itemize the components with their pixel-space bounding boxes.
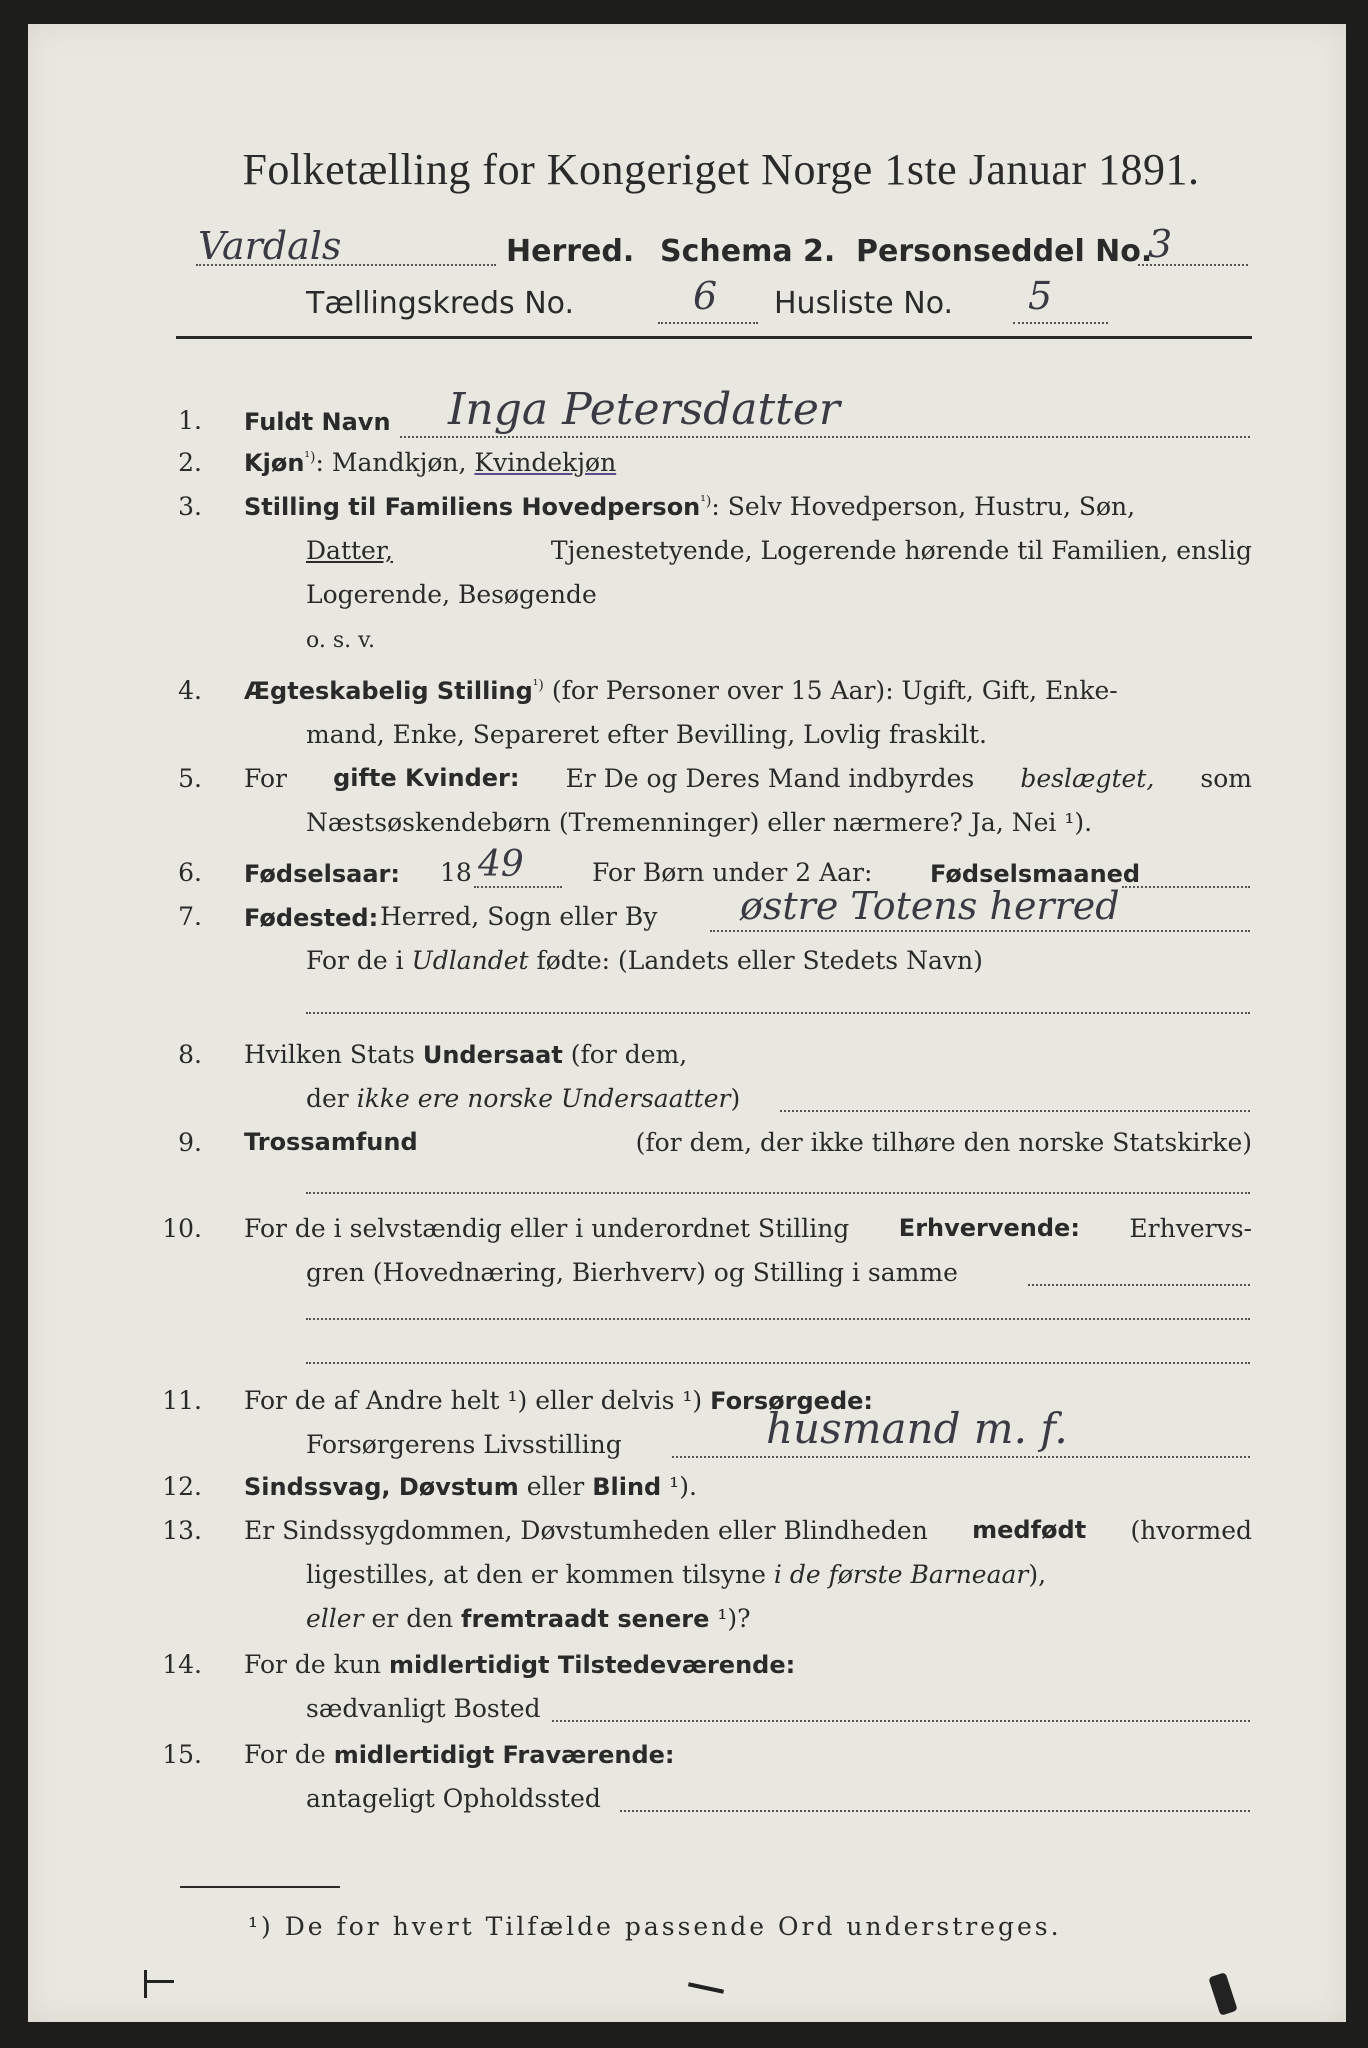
- item-7-text: Herred, Sogn eller By: [380, 902, 658, 931]
- item-1-dots: [400, 436, 1250, 438]
- item-3-line-1: [244, 492, 1135, 521]
- item-14-line-2: sædvanligt Bosted: [306, 1694, 541, 1723]
- item-8-number: 8.: [178, 1040, 202, 1069]
- item-6-rest: For Børn under 2 Aar:: [592, 858, 873, 887]
- item-6-number: 6.: [178, 858, 202, 887]
- personseddel-dots: [1138, 264, 1248, 266]
- item-7-line-2-a: For de i: [306, 946, 404, 975]
- item-6-month-dots: [1122, 886, 1250, 888]
- item-13-line-3-bold: fremtraadt senere: [461, 1605, 710, 1633]
- item-8-line-1-b: (for dem,: [570, 1040, 688, 1069]
- corner-mark-right: [1208, 1972, 1237, 2016]
- item-15-dots: [620, 1810, 1250, 1812]
- item-7-number: 7.: [178, 902, 202, 931]
- item-8-line-1: [244, 1040, 687, 1069]
- item-5-number: 5.: [178, 764, 202, 793]
- form-title: Folketælling for Kongeriget Norge 1ste Januar 1891.: [242, 145, 1200, 194]
- item-3-line-3: Logerende, Besøgende: [306, 580, 597, 609]
- item-13-line-2-a: ligestilles, at den er kommen tilsyne: [306, 1560, 766, 1589]
- item-2-label: Kjøn: [244, 449, 305, 477]
- item-5-italic: beslægtet,: [1020, 764, 1155, 793]
- item-10-label: Erhvervende:: [898, 1214, 1080, 1242]
- item-8-line-2-a: der: [306, 1084, 349, 1113]
- item-6-prefix: 18: [440, 858, 472, 887]
- item-1-number: 1.: [178, 406, 202, 435]
- census-form: [28, 24, 1346, 2022]
- item-5-line-1: [244, 764, 1252, 793]
- item-3-label: Stilling til Familiens Hovedperson: [244, 493, 701, 521]
- item-9-rest: (for dem, der ikke tilhøre den norske Statskirke): [635, 1128, 1252, 1157]
- item-5-pre: For: [244, 764, 287, 793]
- item-3-sup: ¹): [700, 493, 712, 510]
- item-13-number: 13.: [162, 1516, 202, 1545]
- item-6-label-2: Fødselsmaaned: [930, 860, 1141, 888]
- item-13-line-2-italic: i de første Barneaar: [773, 1560, 1029, 1589]
- item-9-blank-dots: [306, 1192, 1250, 1194]
- item-8-line-2-b: ): [730, 1084, 741, 1113]
- item-7-dots: [710, 930, 1250, 932]
- item-12-label-2: Blind: [592, 1473, 662, 1501]
- item-11-line-2: Forsørgerens Livsstilling: [306, 1430, 622, 1459]
- birth-year-value: 49: [478, 844, 524, 885]
- item-8-dots: [780, 1110, 1250, 1112]
- item-3-line-1-rest: : Selv Hovedperson, Hustru, Søn,: [711, 492, 1136, 521]
- herred-dots: [196, 264, 496, 266]
- item-9-line-1: [244, 1128, 1252, 1157]
- item-12-mid: eller: [526, 1472, 585, 1501]
- item-10-line-2: gren (Hovednæring, Bierhverv) og Stilling i samme: [306, 1258, 958, 1287]
- family-position-selected: Datter,: [306, 536, 393, 565]
- tellingskreds-label: Tællingskreds No.: [306, 286, 574, 321]
- item-14-label: midlertidigt Tilstedeværende:: [388, 1651, 796, 1679]
- item-1-label: Fuldt Navn: [244, 408, 391, 436]
- item-10-blank-dots-1: [306, 1318, 1250, 1320]
- item-5-end: som: [1200, 764, 1252, 793]
- item-15-label: midlertidigt Fraværende:: [333, 1741, 675, 1769]
- item-5-mid: Er De og Deres Mand indbyrdes: [565, 764, 975, 793]
- item-15-a: For de: [244, 1740, 326, 1769]
- schema-label: Schema 2.: [660, 234, 836, 269]
- item-4-label: Ægteskabelig Stilling: [244, 677, 533, 705]
- personseddel-value: 3: [1148, 222, 1173, 266]
- item-14-number: 14.: [162, 1650, 202, 1679]
- item-13-line-3: [306, 1604, 751, 1633]
- husliste-dots: [1013, 322, 1108, 324]
- item-12-line-1: [244, 1472, 697, 1501]
- item-10-number: 10.: [162, 1214, 202, 1243]
- tellingskreds-dots: [658, 322, 758, 324]
- item-3-line-4: o. s. v.: [306, 628, 375, 653]
- item-4-sup: ¹): [532, 677, 544, 694]
- item-12-label: Sindssvag, Døvstum: [244, 1473, 519, 1501]
- item-13-label: medfødt: [972, 1516, 1087, 1544]
- item-4-line-2: mand, Enke, Separeret efter Bevilling, Lovlig fraskilt.: [306, 720, 987, 749]
- item-13-line-2-b: ),: [1028, 1560, 1047, 1589]
- provider-occupation-value: husmand m. f.: [766, 1404, 1068, 1453]
- item-13-line-1-b: (hvormed: [1130, 1516, 1252, 1545]
- item-3-line-2: [306, 536, 1252, 565]
- item-10-line-1: [244, 1214, 1252, 1243]
- item-14-line-1: [244, 1650, 795, 1679]
- corner-mark-left-tick: [144, 1980, 174, 1983]
- item-10-line-1-b: Erhvervs-: [1129, 1214, 1252, 1243]
- corner-mark-center: [688, 1982, 724, 1993]
- item-13-line-3-a: er den: [371, 1604, 454, 1633]
- item-6-year-dots: [474, 886, 562, 888]
- item-7-line-2-b: fødte: (Landets eller Stedets Navn): [536, 946, 983, 975]
- item-15-number: 15.: [162, 1740, 202, 1769]
- herred-value: Vardals: [198, 224, 342, 268]
- item-14-a: For de kun: [244, 1650, 382, 1679]
- item-11-number: 11.: [162, 1386, 202, 1415]
- item-10-dots: [1028, 1284, 1250, 1286]
- item-9-number: 9.: [178, 1128, 202, 1157]
- item-13-line-3-italic: eller: [306, 1604, 364, 1633]
- item-12-number: 12.: [162, 1472, 202, 1501]
- footnote-rule: [180, 1886, 340, 1888]
- item-13-line-3-c: ¹)?: [717, 1604, 751, 1633]
- husliste-label: Husliste No.: [774, 286, 954, 321]
- herred-label: Herred.: [506, 234, 635, 269]
- item-7-line-2: [306, 946, 983, 975]
- item-15-line-2: antageligt Opholdssted: [306, 1784, 601, 1813]
- corner-mark-left: [144, 1970, 147, 1998]
- husliste-value: 5: [1028, 274, 1053, 318]
- item-7-label: Fødested:: [244, 904, 379, 932]
- tellingskreds-value: 6: [693, 274, 718, 318]
- sex-selected: Kvindekjøn: [474, 448, 617, 477]
- birthplace-value: østre Totens herred: [740, 884, 1120, 928]
- full-name-value: Inga Petersdatter: [448, 384, 840, 435]
- item-3-line-2-rest: Tjenestetyende, Logerende hørende til Familien, enslig: [550, 536, 1252, 565]
- item-10-blank-dots-2: [306, 1362, 1250, 1364]
- item-11-dots: [672, 1456, 1250, 1458]
- personseddel-label: Personseddel No.: [856, 234, 1153, 269]
- item-10-line-1-a: For de i selvstændig eller i underordnet Stilling: [244, 1214, 850, 1243]
- item-8-line-2-italic: ikke ere norske Undersaatter: [356, 1084, 731, 1113]
- item-13-line-1-a: Er Sindssygdommen, Døvstumheden eller Blindheden: [244, 1516, 928, 1545]
- item-4-number: 4.: [178, 676, 202, 705]
- item-13-line-2: [306, 1560, 1046, 1589]
- item-7-line-2-italic: Udlandet: [411, 946, 529, 975]
- item-2-text: [244, 448, 616, 477]
- item-11-line-1-a: For de af Andre helt ¹) eller delvis ¹): [244, 1386, 703, 1415]
- item-2-sup: ¹): [304, 449, 316, 466]
- item-11-label: Forsørgede:: [710, 1387, 874, 1415]
- item-2-options: : Mandkjøn,: [315, 448, 475, 477]
- item-8-line-2: [306, 1084, 740, 1113]
- item-7-blank-dots: [306, 1012, 1250, 1014]
- item-8-line-1-a: Hvilken Stats: [244, 1040, 415, 1069]
- item-12-end: ¹).: [669, 1472, 697, 1501]
- item-3-number: 3.: [178, 492, 202, 521]
- item-2-number: 2.: [178, 448, 202, 477]
- item-5-label: gifte Kvinder:: [333, 764, 520, 792]
- item-4-line-1: [244, 676, 1118, 705]
- item-8-label: Undersaat: [422, 1041, 563, 1069]
- item-4-line-1-rest: (for Personer over 15 Aar): Ugift, Gift, Enke-: [551, 676, 1118, 705]
- item-6-label: Fødselsaar:: [244, 860, 400, 888]
- footnote: ¹) De for hvert Tilfælde passende Ord understreges.: [248, 1912, 1062, 1941]
- item-14-dots: [552, 1720, 1250, 1722]
- item-13-line-1: [244, 1516, 1252, 1545]
- item-9-label: Trossamfund: [244, 1128, 418, 1156]
- item-5-line-2: Næstsøskendebørn (Tremenninger) eller nærmere? Ja, Nei ¹).: [306, 808, 1093, 837]
- header-rule: [176, 336, 1252, 339]
- item-15-line-1: [244, 1740, 675, 1769]
